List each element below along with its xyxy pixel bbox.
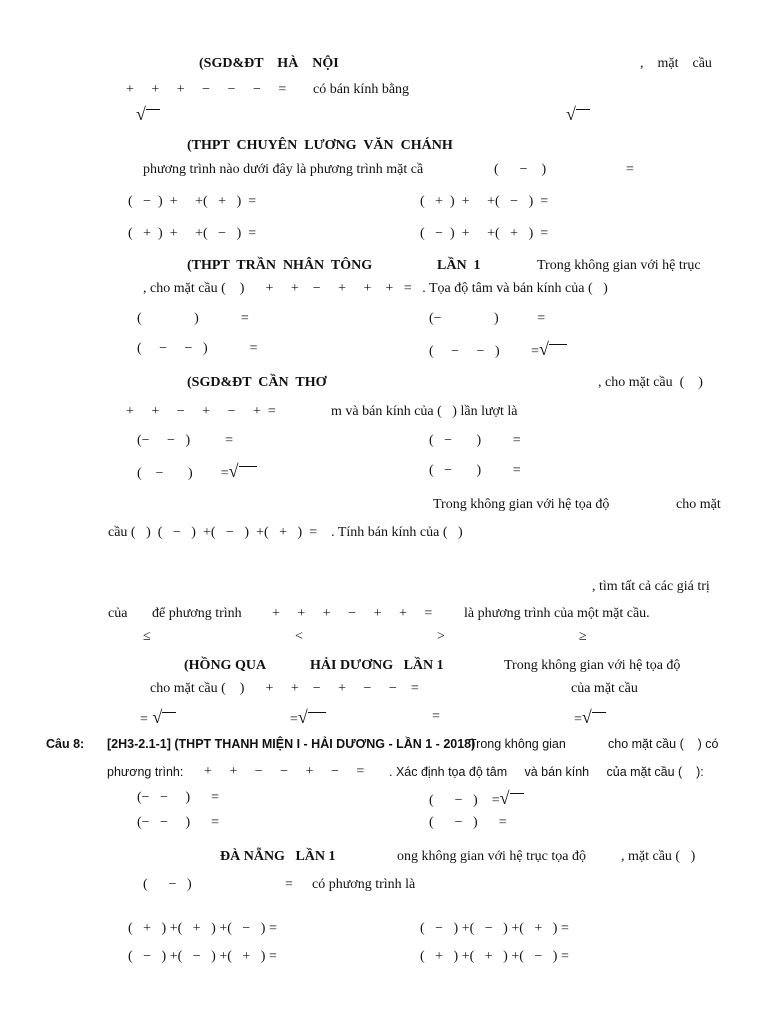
q4-intro-right: , cho mặt cầu ( ) (598, 375, 703, 390)
q4-option-b: ( − ) = (429, 433, 521, 448)
q8-stem-b: . Xác định tọa độ tâm và bán kính của mặt cầu ( ): (389, 765, 704, 779)
q1-tail: có bán kính bằng (313, 82, 410, 97)
q8-option-d: ( − ) = (429, 815, 507, 830)
q3-option-b: (− ) = (429, 311, 546, 326)
q6-option-c: > (437, 629, 445, 644)
q2-stem: phương trình nào dưới đây là phương trình mặt cầ (143, 162, 424, 177)
q3-stem: , cho mặt cầu ( ) + + − + + + = . Tọa độ tâm và bán kính của ( ) (143, 281, 608, 296)
q3-source: (THPT TRẦN NHÂN TÔNG (187, 258, 373, 273)
q2-option-a: ( − ) + +( + ) = (128, 194, 257, 209)
q9-option-d: ( + ) +( + ) +( − ) = (420, 949, 569, 964)
q7-stem: cho mặt cầu ( ) + + − + − − = (150, 681, 419, 696)
q4-option-a: (− − ) = (137, 433, 234, 448)
q4-equation: + + − + − + = (126, 404, 276, 419)
q7-source: (HỒNG QUA (184, 658, 267, 673)
q9-stem: ( − ) (143, 877, 192, 892)
q4-option-d: ( − ) = (429, 463, 521, 478)
q6-option-b: < (295, 629, 303, 644)
q6-option-a: ≤ (143, 629, 151, 644)
q7-intro: Trong không gian với hệ tọa độ (504, 658, 681, 673)
q2-option-c: ( + ) + +( − ) = (128, 226, 257, 241)
q9-source: ĐÀ NẴNG LẦN 1 (220, 849, 336, 864)
q6-option-d: ≥ (579, 629, 587, 644)
q3-option-c: ( − − ) = (137, 341, 258, 356)
q2-option-d: ( − ) + +( + ) = (420, 226, 549, 241)
q7-option-d: =√ (574, 708, 606, 729)
q2-option-b: ( + ) + +( − ) = (420, 194, 549, 209)
q9-intro-right: , mặt cầu ( ) (621, 849, 696, 864)
q5-stem: cầu ( ) ( − ) +( − ) +( + ) = . Tính bán kính của ( ) (108, 525, 463, 540)
q6-tail: là phương trình của một mặt cầu. (464, 606, 650, 621)
q6-stem-b: để phương trình (152, 606, 242, 621)
q6-stem-a: của (108, 606, 128, 621)
q6-intro-right: , tìm tất cả các giá trị (592, 579, 710, 594)
q5-intro-right: cho mặt (676, 497, 721, 512)
q1-equation: + + + − − − = (126, 82, 287, 97)
q8-label: Câu 8: (46, 737, 85, 751)
q9-option-a: ( + ) +( + ) +( − ) = (128, 921, 277, 936)
q1-option-a-sqrt: √ (136, 105, 160, 123)
q1-option-c-sqrt: √ (566, 105, 590, 123)
q1-intro-right: , mặt cầu (640, 56, 712, 71)
q4-source: (SGD&ĐT CẦN THƠ (187, 375, 327, 390)
q7-option-c: = (432, 709, 440, 724)
q3-option-a: ( ) = (137, 311, 249, 326)
q7-source-b: HẢI DƯƠNG LẦN 1 (310, 658, 444, 673)
q4-tail: m và bán kính của ( ) lần lượt là (331, 404, 518, 419)
q8-option-a: (− − ) = (137, 790, 220, 805)
q2-source: (THPT CHUYÊN LƯƠNG VĂN CHÁNH (187, 138, 453, 153)
q1-source: (SGD&ĐT HÀ NỘI (199, 56, 339, 71)
q2-stem-eq: = (626, 162, 634, 177)
q5-intro: Trong không gian với hệ tọa độ (433, 497, 610, 512)
q7-option-a: = √ (140, 708, 176, 729)
q9-option-b: ( − ) +( − ) +( + ) = (420, 921, 569, 936)
q8-equation: + + − − + − = (204, 764, 365, 779)
q3-intro: Trong không gian với hệ trục (537, 258, 701, 273)
q3-round: LẦN 1 (437, 258, 481, 273)
q9-tail: có phương trình là (312, 877, 416, 892)
q7-stem-right: của mặt cầu (571, 681, 638, 696)
q3-option-d: ( − − ) =√ (429, 340, 567, 361)
q8-code: [2H3-2.1-1] (THPT THANH MIỆN I - HẢI DƯƠNG - LẦN 1 - 2018) (107, 737, 476, 751)
q8-intro: Trong không gian (469, 737, 566, 751)
q2-stem-paren: ( − ) (494, 162, 547, 177)
q6-equation: + + + − + + = (272, 606, 433, 621)
q4-option-c: ( − ) =√ (137, 462, 257, 483)
q9-stem-eq: = (285, 877, 293, 892)
q8-option-c: (− − ) = (137, 815, 220, 830)
q8-option-b: ( − ) =√ (429, 789, 524, 810)
q8-intro-right: cho mặt cầu ( ) có (608, 737, 719, 751)
q8-stem-a: phương trình: (107, 765, 184, 779)
q9-intro: ong không gian với hệ trục tọa độ (397, 849, 586, 864)
q7-option-b: =√ (290, 708, 326, 729)
q9-option-c: ( − ) +( − ) +( + ) = (128, 949, 277, 964)
